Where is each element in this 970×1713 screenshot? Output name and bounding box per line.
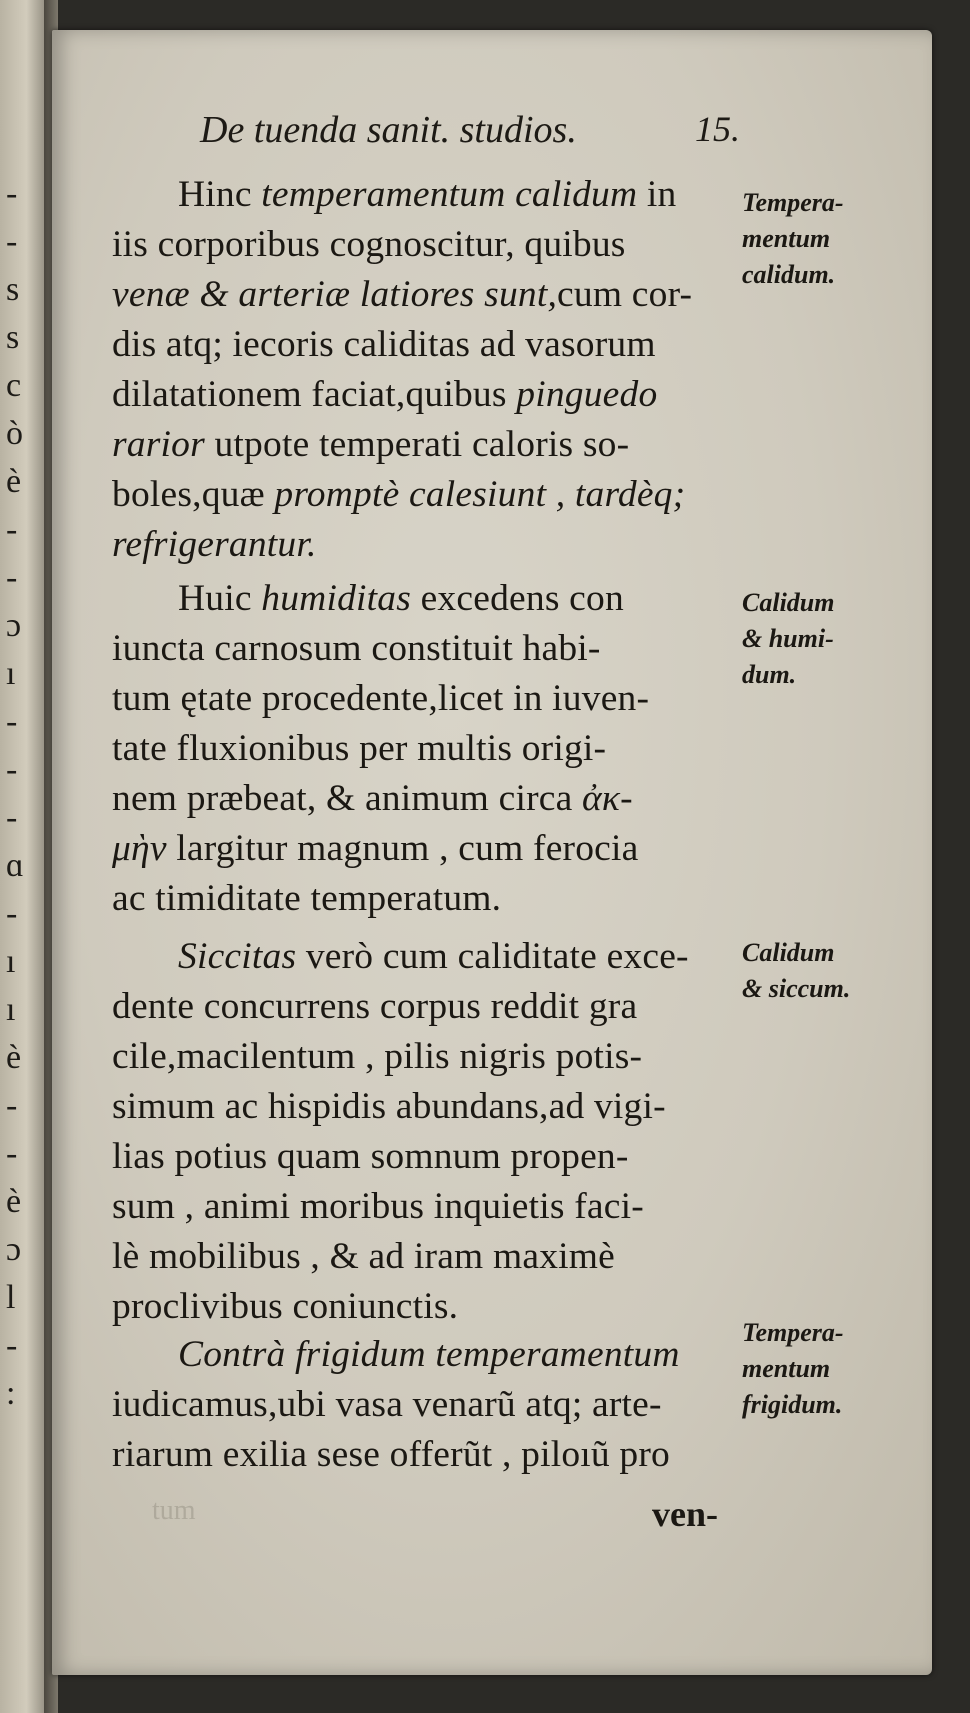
text-line xyxy=(112,724,649,774)
facing-page-fragment: s xyxy=(6,271,20,308)
facing-page-fragment: - xyxy=(6,895,18,932)
text-line xyxy=(112,1430,680,1480)
text-run: simum ac hispidis abundans,ad vigi- xyxy=(112,1086,666,1127)
text-run: μὴν xyxy=(112,828,167,869)
text-run: temperamentum calidum xyxy=(261,174,638,215)
offset-ink-text: tum xyxy=(152,1495,196,1526)
facing-page-edge xyxy=(0,0,48,1713)
text-run: in xyxy=(637,174,677,215)
text-line xyxy=(112,1380,680,1430)
text-line xyxy=(112,470,692,520)
margin-note-line: & humi- xyxy=(742,624,834,653)
text-run: proclivibus coniunctis. xyxy=(112,1286,459,1327)
facing-page-fragment: - xyxy=(6,175,18,212)
text-line xyxy=(112,220,692,270)
facing-page-fragment: - xyxy=(6,1087,18,1124)
text-run: rarior xyxy=(112,424,205,465)
facing-page-fragment: ı xyxy=(6,943,16,980)
margin-note-line: calidum. xyxy=(742,260,836,289)
text-run: lias potius quam somnum propen- xyxy=(112,1136,629,1177)
text-run: largitur magnum , cum ferocia xyxy=(166,828,639,869)
text-run: dis atq; iecoris caliditas ad vasorum xyxy=(112,324,656,365)
text-run: boles,quæ xyxy=(112,474,275,515)
margin-note-1 xyxy=(742,185,942,293)
facing-page-fragment: c xyxy=(6,367,22,404)
text-run: pinguedo xyxy=(516,374,658,415)
text-line xyxy=(112,982,689,1032)
margin-note-line: Tempera- xyxy=(742,188,844,217)
facing-page-fragment: è xyxy=(6,463,22,500)
text-line xyxy=(112,574,649,624)
text-run: dilatationem faciat,quibus xyxy=(112,374,517,415)
text-line xyxy=(112,1032,689,1082)
text-run: lè mobilibus , & ad iram maximè xyxy=(112,1236,615,1277)
facing-page-fragment: ɔ xyxy=(6,607,22,644)
text-line xyxy=(112,370,692,420)
text-run: Contrà frigidum temperamentum xyxy=(178,1334,680,1375)
text-line xyxy=(112,1232,689,1282)
running-header xyxy=(200,108,740,152)
facing-page-fragment: - xyxy=(6,1327,18,1364)
facing-page-fragment: l xyxy=(6,1279,16,1316)
margin-note-line: Calidum xyxy=(742,588,835,617)
text-run: ac timiditate temperatum. xyxy=(112,878,502,919)
page-number: 15. xyxy=(695,109,740,149)
text-run: cile,macilentum , pilis nigris potis- xyxy=(112,1036,643,1077)
text-line xyxy=(112,932,689,982)
facing-page-fragment: : xyxy=(6,1375,16,1412)
facing-page-fragment: ò xyxy=(6,415,23,452)
facing-page-fragment: - xyxy=(6,751,18,788)
text-run: tate fluxionibus per multis origi- xyxy=(112,728,607,769)
text-line xyxy=(112,1282,689,1332)
margin-note-2 xyxy=(742,585,942,693)
text-run: sum , animi moribus inquietis faci- xyxy=(112,1186,644,1227)
text-run: iis corporibus cognoscitur, quibus xyxy=(112,224,626,265)
margin-note-line: mentum xyxy=(742,1354,831,1383)
paragraph xyxy=(112,932,689,1332)
text-run: promptè calesiunt , tardèq; xyxy=(274,474,686,515)
text-line xyxy=(112,624,649,674)
text-run: Hinc xyxy=(178,174,262,215)
text-line xyxy=(112,1132,689,1182)
margin-note-line: & siccum. xyxy=(742,974,851,1003)
text-line xyxy=(112,674,649,724)
facing-page-fragment: - xyxy=(6,703,18,740)
text-run: utpote temperati caloris so- xyxy=(204,424,630,465)
text-line xyxy=(112,1182,689,1232)
margin-note-line: frigidum. xyxy=(742,1390,843,1419)
text-run: excedens con xyxy=(411,578,624,619)
text-line xyxy=(112,774,649,824)
paragraph xyxy=(112,1330,680,1480)
text-run: dente concurrens corpus reddit gra xyxy=(112,986,638,1027)
text-run: Huic xyxy=(178,578,262,619)
catchword: ven- xyxy=(652,1494,718,1534)
facing-page-fragment: - xyxy=(6,1135,18,1172)
facing-page-fragment: ı xyxy=(6,991,16,1028)
running-title: De tuenda sanit. studios. xyxy=(200,109,577,151)
facing-page-fragment: - xyxy=(6,559,18,596)
text-line xyxy=(112,874,649,924)
text-line xyxy=(112,1330,680,1380)
facing-page-fragment: s xyxy=(6,319,20,356)
facing-page-fragment: - xyxy=(6,511,18,548)
text-line xyxy=(112,1082,689,1132)
facing-page-fragment: - xyxy=(6,223,18,260)
facing-page-fragment: - xyxy=(6,799,18,836)
margin-note-4 xyxy=(742,1315,942,1423)
text-run: ἀκ- xyxy=(582,778,633,819)
text-line xyxy=(112,420,692,470)
text-run: tum ętate procedente,licet in iuven- xyxy=(112,678,650,719)
text-run: venæ & arteriæ latiores sunt, xyxy=(112,274,558,315)
text-run: iudicamus,ubi vasa venarũ atq; arte- xyxy=(112,1384,662,1425)
margin-note-line: mentum xyxy=(742,224,831,253)
margin-note-3 xyxy=(742,935,942,1007)
text-line xyxy=(112,320,692,370)
text-run: Siccitas xyxy=(178,936,297,977)
text-run: refrigerantur. xyxy=(112,524,317,565)
text-line xyxy=(112,520,692,570)
text-line xyxy=(112,170,692,220)
paragraph xyxy=(112,574,649,924)
facing-page-fragment: è xyxy=(6,1183,22,1220)
margin-note-line: Calidum xyxy=(742,938,835,967)
text-run: nem præbeat, & animum circa xyxy=(112,778,583,819)
book-page xyxy=(52,30,932,1675)
text-run: verò cum caliditate exce- xyxy=(296,936,689,977)
facing-page-fragment: è xyxy=(6,1039,22,1076)
text-run: cum cor- xyxy=(557,274,693,315)
text-line xyxy=(112,824,649,874)
text-run: iuncta carnosum constituit habi- xyxy=(112,628,601,669)
margin-note-line: dum. xyxy=(742,660,797,689)
paragraph xyxy=(112,170,692,570)
text-line xyxy=(112,270,692,320)
text-run: riarum exilia sese offerũt , piloıũ pro xyxy=(112,1434,670,1475)
facing-page-fragment: ı xyxy=(6,655,16,692)
margin-note-line: Tempera- xyxy=(742,1318,844,1347)
facing-page-fragment: ɑ xyxy=(6,847,24,884)
text-run: humiditas xyxy=(261,578,412,619)
facing-page-fragment: ɔ xyxy=(6,1231,22,1268)
